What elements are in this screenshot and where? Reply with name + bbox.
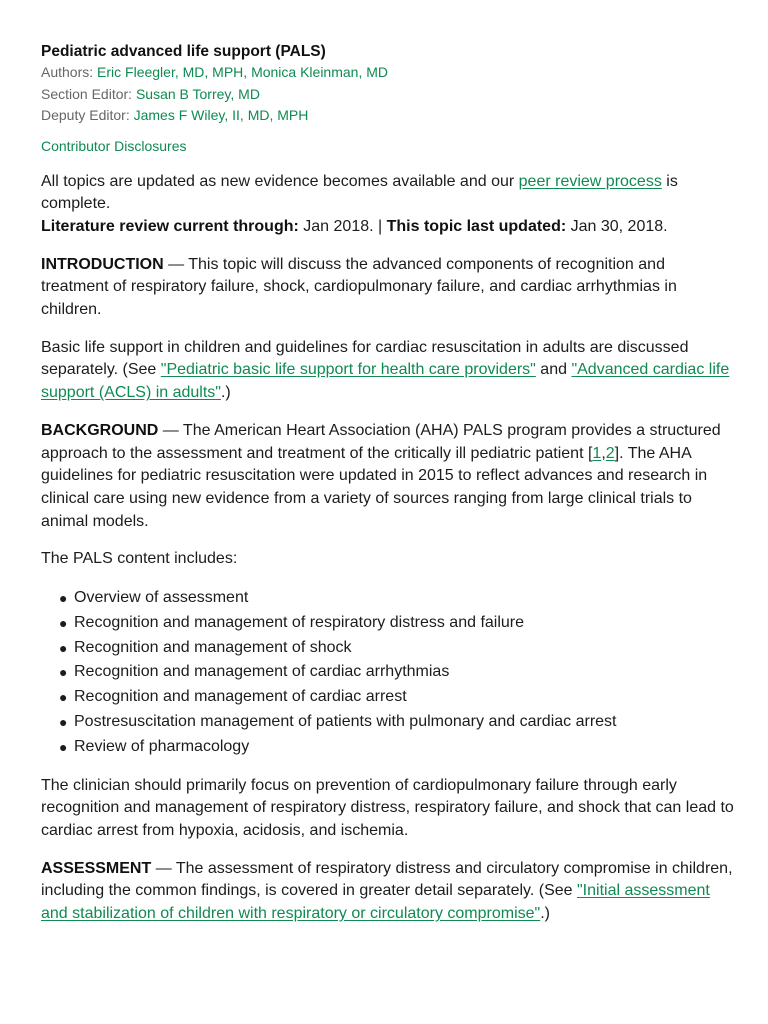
background-paragraph xyxy=(41,420,734,534)
background-heading: BACKGROUND xyxy=(41,421,159,439)
basic-life-support-paragraph xyxy=(41,337,734,405)
introduction-heading: INTRODUCTION xyxy=(41,255,164,273)
bls-text-mid: and xyxy=(535,361,572,379)
content-intro: The PALS content includes: xyxy=(41,550,238,568)
bullet-icon: ● xyxy=(59,689,68,706)
author-link[interactable]: Monica Kleinman, MD xyxy=(251,64,388,80)
bls-text-after: .) xyxy=(220,384,231,402)
list-item xyxy=(59,636,734,661)
list-item-text: Recognition and management of cardiac arrhythmias xyxy=(74,663,450,681)
update-notice xyxy=(41,171,734,239)
list-item-text: Postresuscitation management of patients with pulmonary and cardiac arrest xyxy=(74,713,617,731)
bullet-icon: ● xyxy=(59,639,68,656)
pediatric-bls-link[interactable]: "Pediatric basic life support for health care providers" xyxy=(160,361,536,379)
authors-label: Authors: xyxy=(41,64,94,80)
peer-review-link[interactable]: peer review process xyxy=(518,172,662,190)
background-text-after: ]. The AHA guidelines for pediatric resuscitation were updated in 2015 to reflect advances and research in clinical care using new evidence from a variety of sources ranging from large clinical trials to animal models. xyxy=(41,444,708,530)
assessment-text-before: — The assessment of respiratory distress and circulatory compromise in children, including the common findings, is covered in greater detail separately. (See xyxy=(41,859,733,900)
list-item xyxy=(59,611,734,636)
list-item-text: Recognition and management of shock xyxy=(74,638,352,656)
list-item-text: Recognition and management of cardiac arrest xyxy=(74,688,407,706)
bullet-icon: ● xyxy=(59,590,68,607)
deputy-editor-line xyxy=(41,105,734,127)
assessment-text-after: .) xyxy=(540,905,550,923)
list-item-text: Review of pharmacology xyxy=(74,737,250,755)
author-link[interactable]: Eric Fleegler, MD, MPH xyxy=(97,64,244,80)
list-item xyxy=(59,660,734,685)
lit-review-label: Literature review current through: xyxy=(41,217,299,235)
acls-adults-link[interactable]: "Advanced cardiac life support (ACLS) in adults" xyxy=(41,361,730,402)
pals-content-list xyxy=(41,586,734,760)
author-separator: , xyxy=(243,64,252,80)
last-updated-value: Jan 30, 2018. xyxy=(566,217,668,235)
reference-link[interactable]: 1 xyxy=(592,444,602,462)
list-item xyxy=(59,586,734,611)
deputy-editor-label: Deputy Editor: xyxy=(41,107,130,123)
focus-paragraph: The clinician should primarily focus on prevention of cardiopulmonary failure through early recognition and management of respiratory distress, respiratory failure, and shock that can lead to cardiac arrest from hypoxia, acidosis, and ischemia. xyxy=(41,776,734,840)
assessment-paragraph xyxy=(41,858,734,926)
introduction-paragraph xyxy=(41,254,734,322)
initial-assessment-link[interactable]: "Initial assessment and stabilization of children with respiratory or circulatory compromise" xyxy=(41,882,710,923)
introduction-text: — This topic will discuss the advanced components of recognition and treatment of respiratory failure, shock, cardiopulmonary failure, and cardiac arrhythmias in children. xyxy=(41,255,677,319)
background-text-before: — The American Heart Association (AHA) PALS program provides a structured approach to the assessment and treatment of the critically ill pediatric patient [ xyxy=(41,421,721,462)
section-editor-line xyxy=(41,84,734,106)
reference-link[interactable]: 2 xyxy=(605,444,615,462)
list-item-text: Recognition and management of respiratory distress and failure xyxy=(74,613,525,631)
lit-review-value: Jan 2018. | xyxy=(298,217,387,235)
bls-text-before: Basic life support in children and guidelines for cardiac resuscitation in adults are discussed separately. (See xyxy=(41,338,689,379)
list-item-text: Overview of assessment xyxy=(74,589,249,607)
update-text-before: All topics are updated as new evidence becomes available and our xyxy=(41,172,519,190)
list-item xyxy=(59,735,734,760)
reference-separator: , xyxy=(601,444,606,462)
list-item xyxy=(59,710,734,735)
list-item xyxy=(59,685,734,710)
last-updated-label: This topic last updated: xyxy=(386,217,567,235)
bullet-icon: ● xyxy=(59,714,68,731)
bullet-icon: ● xyxy=(59,614,68,631)
authors-line xyxy=(41,62,734,84)
article-title: Pediatric advanced life support (PALS) xyxy=(41,43,326,60)
section-editor-label: Section Editor: xyxy=(41,85,133,102)
update-text-after: is complete. xyxy=(41,172,678,213)
bullet-icon: ● xyxy=(59,664,68,681)
deputy-editor-link[interactable]: James F Wiley, II, MD, MPH xyxy=(133,107,309,123)
section-editor-link[interactable]: Susan B Torrey, MD xyxy=(135,85,260,102)
contributor-disclosures-link[interactable]: Contributor Disclosures xyxy=(41,137,187,154)
assessment-heading: ASSESSMENT xyxy=(41,859,152,877)
bullet-icon: ● xyxy=(59,738,68,755)
